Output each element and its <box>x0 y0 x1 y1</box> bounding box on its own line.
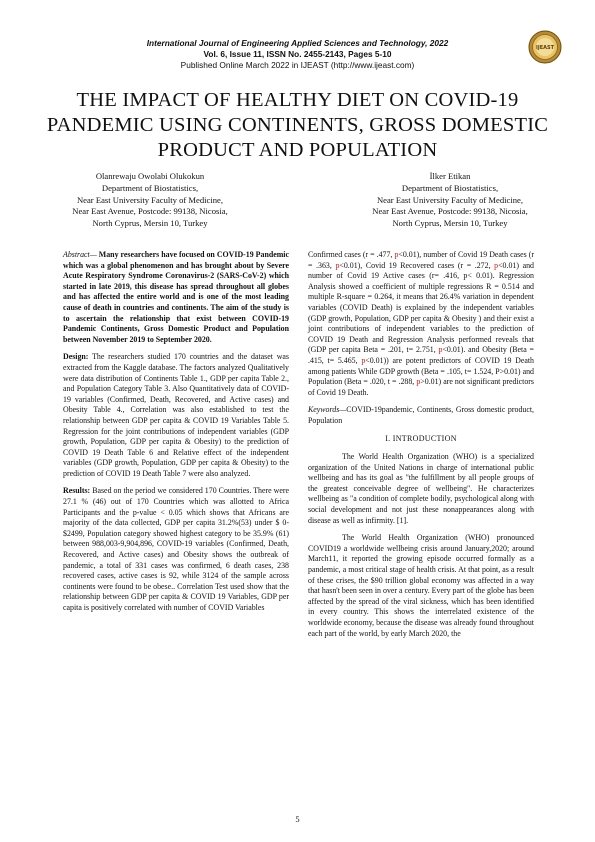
author-address: Near East Avenue, Postcode: 99138, Nicosia, <box>72 206 228 217</box>
author-address: Near East Avenue, Postcode: 99138, Nicosia, <box>372 206 528 217</box>
results-segment: <0.01) and number of Covid 19 Active cases (r= .416, p< 0.01). Regression Analysis showed a coefficient of multiple regressions R = 0.514 and multiple R-square = 0.264, it means that 26.4% variation in dependent variables (COVID Death) is explained by the independent variables (GDP growth, Population, GDP per capita & Obesity ) and their exist a joint contributions of independent variables to the prediction of COVID 19 Death and Regression Analysis performed reveals that (GDP per capita Beta = .201, t= 2.751, <box>308 260 534 355</box>
p-symbol: p <box>494 260 499 270</box>
page-number: 5 <box>295 814 300 824</box>
journal-volume: Vol. 6, Issue 11, ISSN No. 2455-2143, Pages 5-10 <box>203 49 392 59</box>
results-paragraph <box>63 486 289 613</box>
p-symbol: p <box>416 377 421 387</box>
author-1 <box>40 171 260 230</box>
journal-name: International Journal of Engineering Applied Sciences and Technology, 2022 <box>146 38 449 48</box>
abstract-text: Many researchers have focused on COVID-19 Pandemic which was a global phenomenon and has brought about by Severe Acute Respiratory Syndrome Coronavirus-2 (SARS-CoV-2) which started in late 2019, this disease has spread throughout all globes and has affected the entire world and is one of the most leading cause of death in countries and continents. The aim of the study is to ascertain the relationship that exist between COVID-19 Pandemic Continents, Gross Domestic Product and Population between November 2019 to September 2020. <box>63 250 289 344</box>
paper-title: THE IMPACT OF HEALTHY DIET ON COVID-19 PANDEMIC USING CONTINENTS, GROSS DOMESTIC PRODUCT AND POPULATION <box>46 89 549 161</box>
results-segment: <0.01). and Obesity (Beta = .415, t= 5.465, <box>308 345 534 365</box>
author-2 <box>340 171 560 230</box>
journal-seal-logo <box>528 30 562 64</box>
author-faculty: Near East University Faculty of Medicine, <box>76 194 224 205</box>
design-label: Design: <box>63 352 89 362</box>
svg-text:IJEAST: IJEAST <box>535 45 555 51</box>
journal-header <box>0 38 595 71</box>
abstract-label: Abstract— <box>63 250 97 259</box>
keywords-label: Keywords— <box>308 405 347 415</box>
design-paragraph <box>63 352 289 479</box>
results-segment: <0.01), Covid 19 Recovered cases (r = .272, <box>339 260 495 270</box>
intro-paragraph-2: The World Health Organization (WHO) pronounced COVID19 a worldwide wellbeing crisis around January,2020; around March11, it reported the growing episode occurred formally as a pandemic, a most critical stage of health crisis. At that point, as a result of these crises, the $90 trillion global economy was affected in a way that hasn't been seen in over a century. Every part of the globe has been affected by the spread of the viral sickness, which has been identified in every country. This shows the interrelated existence of the worldwide economy, because the disease was already found throughout each part of the world, by early March 2020, the <box>308 533 534 638</box>
author-name: İlker Etikan <box>429 171 471 181</box>
author-dept: Department of Biostatistics, <box>101 182 199 193</box>
design-text: The researchers studied 170 countries and the dataset was extracted from the Kaggle database. The factors analyzed Qualitatively were data distribution of Continents Table 1., GDP per capita Table 2., and Population Category Table 3. Also Quantitatively data of COVID-19 variables (Confirmed, Death, Recovered, and Active cases) and Obesity Table 4., Correlation was also established to test the relationship between GDP per capita & COVID 19 Variables Table 5. Regression for the joint contributions of independent variables (GDP growth, Population, GDP per capita & Obesity) to the prediction of COVID 19 Death Table 6 and Relative effect of the independent variables (GDP growth, Population, GDP per capita & Obesity) to the prediction of COVID 19 Death Table 7 were also analyzed. <box>63 352 289 478</box>
p-symbol: p <box>335 260 340 270</box>
abstract <box>63 250 289 345</box>
author-name: Olanrewaju Owolabi Olukokun <box>95 171 205 181</box>
results-segment: Confirmed cases (r = .477, <box>308 250 395 259</box>
author-country: North Cyprus, Mersin 10, Turkey <box>92 218 208 229</box>
right-column <box>308 250 534 646</box>
results-text: Based on the period we considered 170 Countries. There were 27.1 % (46) out of 170 Countries which was allotted to Africa Participants and the p-value < 0.05 which shows that Africans are majority of the data collected, GDP per capita 31.2%(53) under $ 0- $2499, Population category showed highest category to be 35.9% (61) between 988,003-9,904,896, COVID-19 variables (Confirmed, Death, Recovered, and Active cases) and Obesity shows the outbreak of pandemic, a total of 331 cases was confirmed, 6 death cases, 238 recovered cases, active cases is 92, while 3124 of the sample across continents were found to be obese.. Correlation Test used show that the relationship between GDP per capita & COVID 19 Variables, GDP per capita is positively correlated with number of COVID Variables <box>63 486 289 612</box>
p-symbol: p <box>394 250 399 259</box>
results-segment: <0.01)) are potent predictors of COVID 19 Death among patients While GDP growth (Beta = .105, t= 1.524, P>0.01) and Population (Beta = .020, t = .288, <box>308 355 534 387</box>
p-symbol: p <box>361 355 366 365</box>
section-heading-introduction: I. INTRODUCTION <box>385 433 457 443</box>
results-segment: <0.01), number of Covid 19 Death cases (r = .363, <box>308 250 534 270</box>
author-country: North Cyprus, Mersin 10, Turkey <box>392 218 508 229</box>
results-segment: >0.01) are not significant predictors of Covid 19 Death. <box>308 377 534 397</box>
journal-published: Published Online March 2022 in IJEAST (http://www.ijeast.com) <box>180 60 415 70</box>
author-dept: Department of Biostatistics, <box>401 182 499 193</box>
author-faculty: Near East University Faculty of Medicine, <box>376 194 524 205</box>
left-column <box>63 250 289 621</box>
keywords-text: COVID-19pandemic, Continents, Gross domestic product, Population <box>308 405 534 425</box>
keywords <box>308 405 534 426</box>
results-label: Results: <box>63 486 91 496</box>
intro-paragraph-1: The World Health Organization (WHO) is a specialized organization of the United Nations in charge of international public wellbeing and has its goal as "the fulfillment by all people groups of the greatest conceivable degree of wellbeing". He characterizes wellbeing as "a condition of complete bodily, psychological along with social development and not just these nonappearances along with disease as well as infirmity. [1]. <box>308 452 534 525</box>
results-continued <box>308 250 534 398</box>
p-symbol: p <box>438 345 443 355</box>
